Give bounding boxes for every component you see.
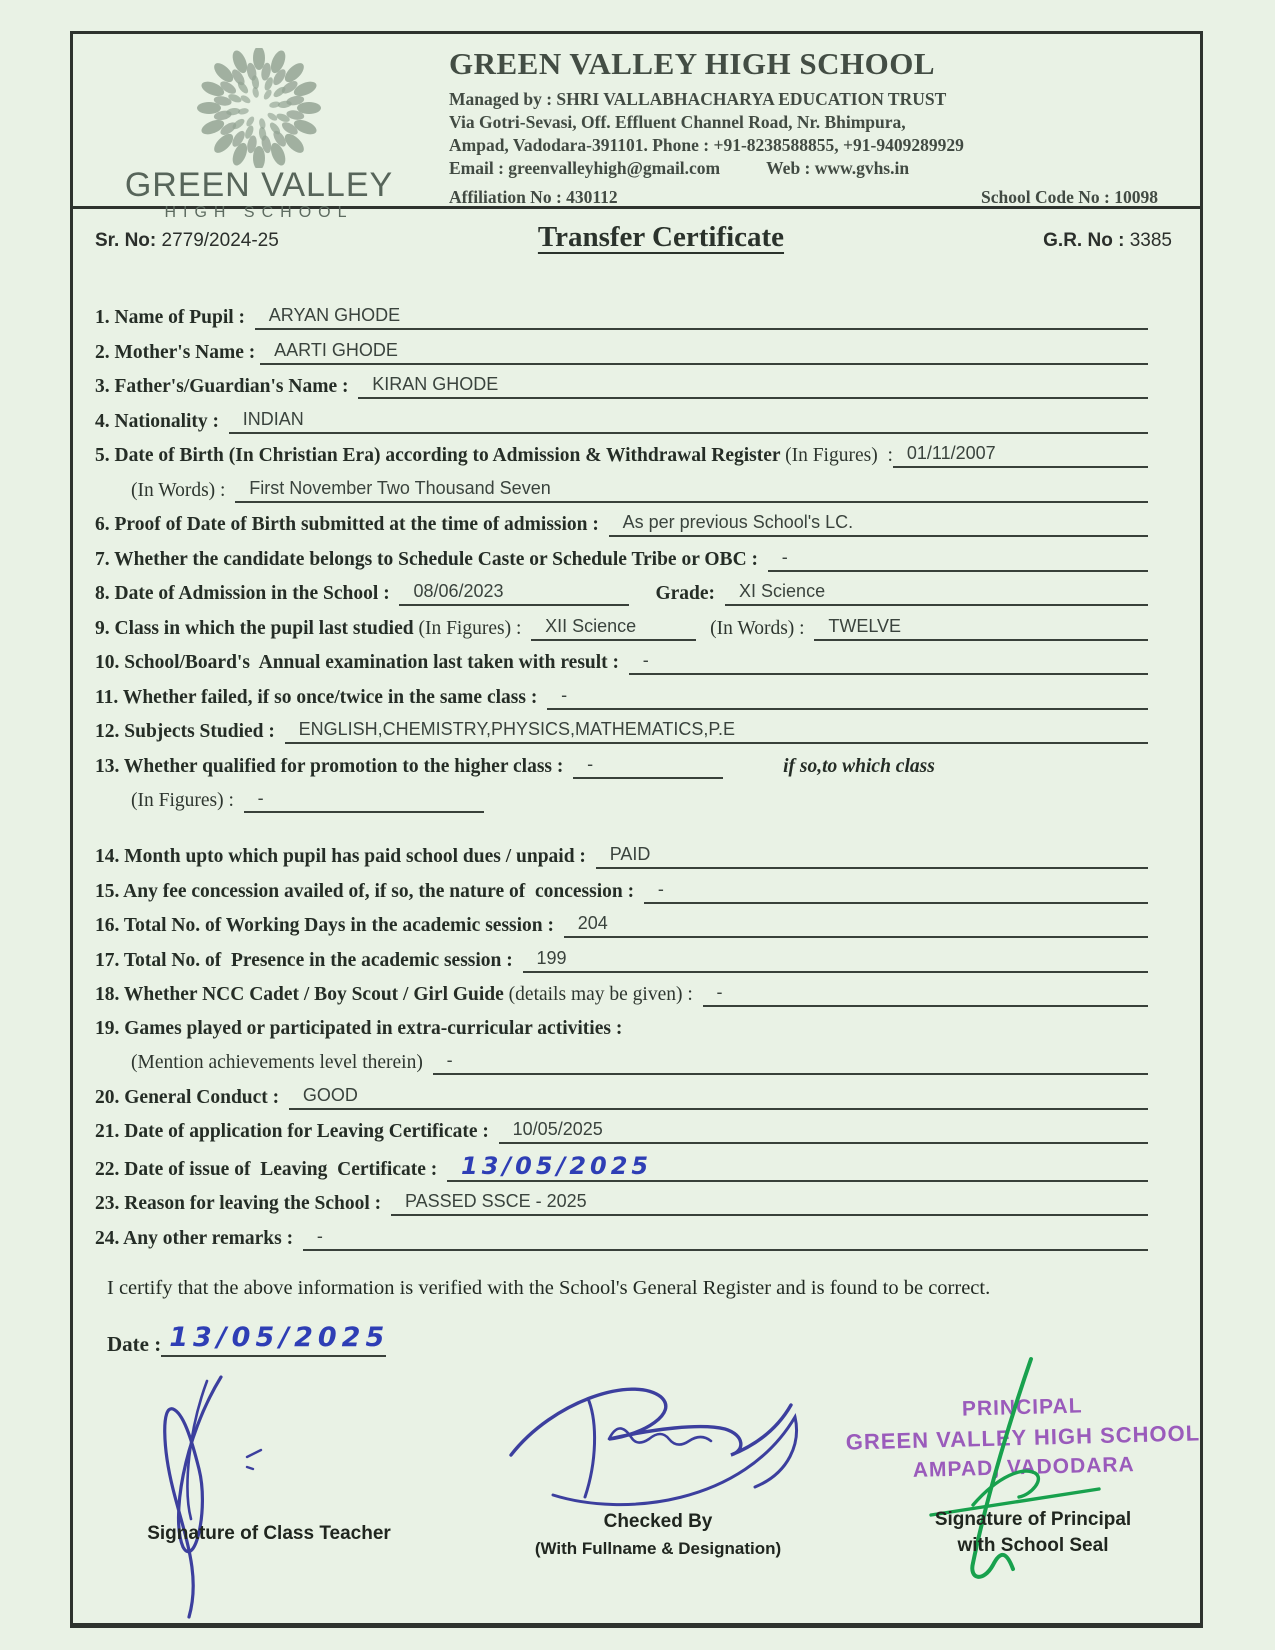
logo-school-sub: HIGH SCHOOL (164, 204, 354, 221)
field-row (95, 981, 1148, 1007)
affiliation-no: Affiliation No : 430112 (449, 187, 618, 207)
field-value: - (703, 981, 1148, 1007)
field-row (95, 843, 1148, 869)
field-value: 199 (523, 947, 1148, 973)
checked-by-label: Checked By (603, 1511, 713, 1532)
field-label: 21. Date of application for Leaving Certificate : (95, 1121, 499, 1142)
field-label: 11. Whether failed, if so once/twice in the same class : (95, 686, 548, 708)
gr-number (1043, 230, 1172, 252)
field-row (95, 649, 1148, 675)
field-row (95, 546, 1148, 572)
field-row (95, 753, 1148, 779)
field-value: XI Science (725, 580, 1148, 606)
serial-number-label: Sr. No: (95, 230, 157, 251)
field-row (95, 1190, 1148, 1216)
field-value: INDIAN (229, 408, 1148, 434)
field-row (95, 1016, 1148, 1041)
field-row (95, 1049, 1148, 1075)
field-row (95, 878, 1148, 904)
field-label: 2. Mother's Name : (95, 341, 261, 363)
managed-by: Managed by : SHRI VALLABHACHARYA EDUCATION TRUST (449, 89, 947, 109)
field-value: ENGLISH,CHEMISTRY,PHYSICS,MATHEMATICS,P.E (285, 718, 1148, 744)
field-label: (In Words) : (710, 617, 815, 639)
address-line-2: Ampad, Vadodara-391101. Phone : +91-8238588855, +91-9409289929 (449, 135, 964, 155)
field-label: (In Figures) : (418, 617, 532, 639)
field-value: 08/06/2023 (399, 580, 629, 606)
signature-zone (73, 1353, 1200, 1623)
field-row (95, 373, 1148, 399)
field-row (95, 615, 1148, 641)
field-label: 7. Whether the candidate belongs to Schedule Caste or Schedule Tribe or OBC : (95, 548, 768, 570)
field-label: 20. General Conduct : (95, 1086, 289, 1108)
field-label: 15. Any fee concession availed of, if so, the nature of concession : (95, 880, 644, 902)
field-row (95, 304, 1148, 330)
school-code-no: School Code No : 10098 (981, 187, 1158, 207)
gr-number-label: G.R. No : (1043, 230, 1125, 251)
certificate-fields (73, 304, 1200, 1251)
field-row (95, 339, 1148, 365)
gr-number-value: 3385 (1129, 230, 1172, 251)
field-value: - (244, 787, 484, 813)
checked-by-signature-icon (493, 1377, 823, 1527)
field-label: (details may be given) : (508, 984, 703, 1005)
document-title: Transfer Certificate (537, 221, 785, 253)
field-label: 13. Whether qualified for promotion to the higher class : (95, 755, 574, 777)
field-row (95, 442, 1148, 468)
field-label: 8. Date of Admission in the School : (95, 583, 400, 604)
field-value: - (547, 684, 1148, 710)
field-row (95, 912, 1148, 938)
date-label: Date : (107, 1331, 162, 1356)
school-logo (109, 46, 409, 221)
date-value-handwritten: 13/05/2025 (161, 1322, 386, 1357)
field-value: As per previous School's LC. (609, 511, 1148, 537)
field-value: First November Two Thousand Seven (235, 477, 1148, 503)
logo-school-name: GREEN VALLEY (124, 166, 394, 204)
field-value: KIRAN GHODE (358, 373, 1148, 399)
school-name: GREEN VALLEY HIGH SCHOOL (449, 46, 936, 81)
field-label: 22. Date of issue of Leaving Certificate : (95, 1158, 447, 1180)
field-value: 204 (564, 912, 1148, 938)
principal-label: Signature of Principal (934, 1509, 1132, 1530)
website: Web : www.gvhs.in (766, 158, 910, 178)
letterhead (73, 34, 1200, 221)
field-value: XII Science (531, 615, 696, 641)
leaf-mandala-icon (196, 48, 322, 168)
field-label: 1. Name of Pupil : (95, 307, 255, 328)
field-label: 17. Total No. of Presence in the academic session : (95, 949, 523, 971)
field-label: (In Words) : (131, 479, 236, 501)
field-value: - (629, 649, 1148, 675)
field-label: 24. Any other remarks : (95, 1227, 303, 1249)
field-row (95, 511, 1148, 537)
field-value: - (768, 546, 1148, 572)
field-label: 3. Father's/Guardian's Name : (95, 376, 359, 397)
field-value: AARTI GHODE (260, 339, 1148, 365)
field-value: - (573, 753, 723, 779)
field-row (95, 477, 1148, 503)
field-value: TWELVE (814, 615, 1148, 641)
school-info (409, 46, 1174, 207)
field-label: (In Figures) : (785, 445, 893, 466)
serial-number-value: 2779/2024-25 (161, 230, 279, 251)
principal-sub-label: with School Seal (957, 1535, 1109, 1556)
stamp-line-1: PRINCIPAL (961, 1394, 1083, 1421)
field-label: (In Figures) : (131, 790, 244, 811)
field-label: 12. Subjects Studied : (95, 721, 285, 742)
field-label: Grade: (655, 583, 716, 604)
codes-line (449, 187, 1174, 208)
field-row (95, 947, 1148, 973)
field-row (95, 1118, 1148, 1144)
certification-statement: I certify that the above information is verified with the School's General Register and is found to be correct. (107, 1276, 991, 1299)
field-label: (Mention achievements level therein) (131, 1052, 433, 1073)
field-value: PAID (596, 843, 1148, 869)
email: Email : greenvalleyhigh@gmail.com (449, 158, 721, 178)
field-row (95, 580, 1148, 606)
field-value: 13/05/2025 (447, 1153, 1148, 1182)
field-label: 6. Proof of Date of Birth submitted at the time of admission : (95, 514, 609, 535)
field-value: - (644, 878, 1148, 904)
field-row (95, 684, 1148, 710)
field-value: - (433, 1049, 1148, 1075)
certificate-frame (70, 31, 1203, 1628)
field-label: 4. Nationality : (95, 410, 229, 432)
field-label: 9. Class in which the pupil last studied (95, 617, 419, 639)
field-row (95, 1084, 1148, 1110)
field-row (95, 1153, 1148, 1182)
field-label: 14. Month upto which pupil has paid school dues / unpaid : (95, 846, 596, 867)
contact-line (449, 158, 1174, 179)
field-row (95, 718, 1148, 744)
issue-date-row (73, 1322, 1200, 1357)
field-label: 16. Total No. of Working Days in the academic session : (95, 915, 564, 936)
field-value: PASSED SSCE - 2025 (391, 1190, 1148, 1216)
field-label: 19. Games played or participated in extra-curricular activities : (95, 1017, 623, 1039)
stamp-line-3: AMPAD, VADODARA (912, 1453, 1135, 1482)
stamp-line-2: GREEN VALLEY HIGH SCHOOL (845, 1420, 1201, 1455)
address-line-1: Via Gotri-Sevasi, Off. Effluent Channel Road, Nr. Bhimpura, (449, 112, 906, 132)
field-row (95, 1225, 1148, 1251)
field-row (95, 408, 1148, 434)
field-value: GOOD (289, 1084, 1148, 1110)
field-label: 18. Whether NCC Cadet / Boy Scout / Girl Guide (95, 984, 509, 1005)
field-value: - (303, 1225, 1148, 1251)
field-value: 01/11/2007 (893, 442, 1148, 468)
serial-number (95, 230, 279, 252)
field-label: 10. School/Board's Annual examination last taken with result : (95, 652, 629, 673)
field-value: ARYAN GHODE (255, 304, 1148, 330)
checked-by-sub-label: (With Fullname & Designation) (534, 1539, 782, 1558)
field-label: 5. Date of Birth (In Christian Era) according to Admission & Withdrawal Register (95, 445, 786, 466)
field-label: 23. Reason for leaving the School : (95, 1193, 391, 1214)
field-label: if so,to which class (783, 755, 935, 777)
field-row (95, 787, 1148, 813)
class-teacher-signature-icon (143, 1369, 293, 1619)
field-value: 10/05/2025 (499, 1118, 1148, 1144)
class-teacher-label: Signature of Class Teacher (147, 1523, 391, 1544)
